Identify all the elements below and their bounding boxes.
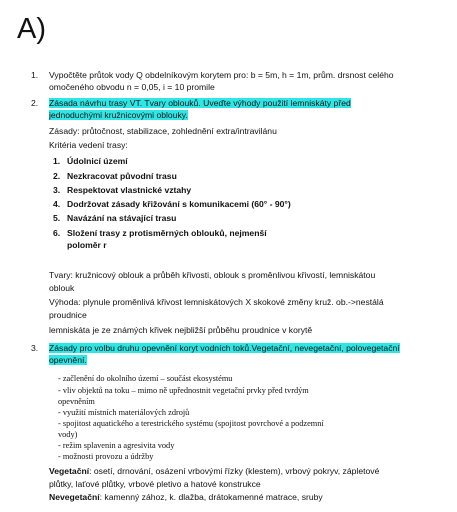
item-2-zasady: Zásady: průtočnost, stabilizace, zohlednění extra/intravilánu [49, 126, 277, 136]
item-3-number: 3. [31, 343, 39, 353]
vegetacni-label: Vegetační [49, 466, 90, 476]
vyhoda-line-1: Výhoda: plynule proměnlivá křivost lemniskátových X skokové změny kruž. ob.->nestálá [49, 297, 384, 307]
criterion-4-number: 4. [53, 199, 61, 209]
criterion-6-continuation: poloměr r [67, 240, 107, 250]
bullet-4-continuation: vody) [58, 430, 78, 439]
bullet-1: - začlenění do okolního území – součást ekosystému [58, 374, 233, 383]
item-2-title-line-2: jednoduchými kružnicovými oblouky. [49, 110, 188, 120]
criterion-1-number: 1. [53, 156, 61, 166]
criterion-1-text: Údolnicí území [67, 156, 128, 166]
section-heading: A) [17, 13, 46, 45]
criterion-5-text: Navázání na stávající trasu [67, 213, 177, 223]
criterion-2-text: Nezkracovat původní trasu [67, 171, 177, 181]
bullet-3: - využití místních materiálových zdrojů [58, 408, 190, 417]
bullet-4: - spojitost aquatického a terestrického systému (spojitost povrchové a podzemní [58, 419, 324, 428]
criterion-3-number: 3. [53, 185, 61, 195]
vegetacni-line-1 [49, 466, 379, 476]
item-2-title-line-1: Zásada návrhu trasy VT. Tvary oblouků. Uveďte výhody použití lemniskáty před [49, 98, 351, 108]
nevegetacni-label: Nevegetační [49, 492, 100, 502]
vegetacni-line-2: plůtky, laťové plůtky, vrbové pletivo a hatové konstrukce [49, 479, 261, 489]
vyhoda-line-2: proudnice [49, 310, 87, 320]
item-1-number: 1. [31, 70, 39, 80]
criterion-5-number: 5. [53, 213, 61, 223]
criterion-4-text: Dodržovat zásady křižování s komunikacemi (60° - 90°) [67, 199, 291, 209]
bullet-2-continuation: opevněním [58, 397, 95, 406]
bullet-5: - režim splavenin a agresivita vody [58, 441, 175, 450]
bullet-2: - vliv objektů na toku – mimo ně upřednostnit vegetační prvky před tvrdým [58, 386, 309, 395]
criterion-6-number: 6. [53, 228, 61, 238]
tvary-line-2: oblouk [49, 283, 75, 293]
vegetacni-text: : osetí, drnování, osázení vrbovými řízky (klestem), vrbový pokryv, zápletové [89, 466, 380, 476]
criterion-3-text: Respektovat vlastnické vztahy [67, 185, 192, 195]
criterion-6-text: Složení trasy z protisměrných oblouků, nejmenší [67, 228, 267, 238]
bullet-6: - možnosti provozu a údržby [58, 452, 154, 461]
item-2-number: 2. [31, 98, 39, 108]
tvary-line-1: Tvary: kružnicový oblouk a průběh křivosti, oblouk s proměnlivou křivostí, lemniskátou [49, 270, 376, 280]
item-1-line-2: omočeného obvodu n = 0,05, i = 10 promile [49, 82, 215, 92]
item-3-title-line-1: Zásady pro volbu druhu opevnění koryt vodních toků.Vegetační, nevegetační, polovegetační [49, 343, 400, 353]
item-2-criteria-label: Kritéria vedení trasy: [49, 140, 128, 150]
item-1-line-1: Vypočtěte průtok vody Q obdelníkovým korytem pro: b = 5m, h = 1m, prům. drsnost celého [49, 70, 394, 80]
nevegetacni-text: : kamenný zához, k. dlažba, drátokamenné matrace, sruby [99, 492, 323, 502]
item-3-title-line-2: opevnění. [49, 355, 87, 365]
lemniskata-note: lemniskáta je ze známých křivek nejbližší průběhu proudnice v korytě [49, 325, 313, 335]
nevegetacni-line [49, 492, 323, 502]
criterion-2-number: 2. [53, 171, 61, 181]
